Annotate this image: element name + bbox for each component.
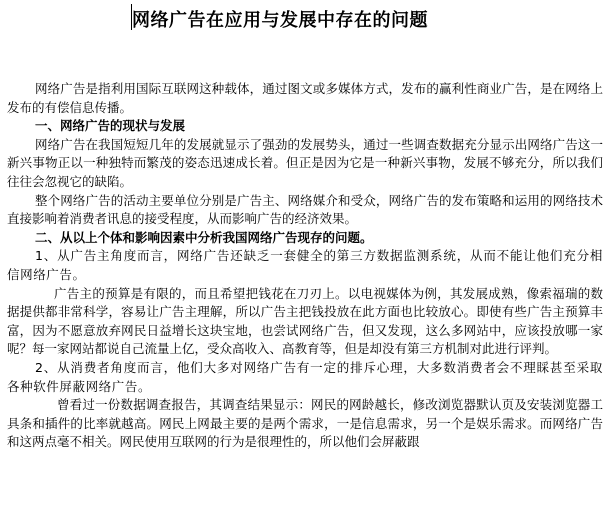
section-heading-status: 一、网络广告的现状与发展	[35, 118, 186, 134]
paragraph-survey-report: 曾看过一份数据调查报告，其调查结果显示：网民的网龄越长，修改浏览器默认页及安装浏览器工具条和插件的比率就越高。网民上网最主要的是两个需求，一是信息需求，另一个是娱乐需求。而网络广告和这两点毫不相关。网民使用互联网的行为是很理性的，所以他们会屏蔽跟	[7, 397, 603, 450]
section-heading-problems: 二、从以上个体和影响因素中分析我国网络广告现存的问题。	[35, 229, 373, 245]
paragraph-advertiser-budget: 广告主的预算是有限的，而且希望把钱花在刀刃上。以电视媒体为例，其发展成熟，像索福瑞的数据提供都非常科学，容易让广告主理解，所以广告主把钱投放在此方面也比较放心。即使有些广告主预算丰富，因为不愿意放弃网民日益增长这块宝地，也尝试网络广告，但又发现，这么多网站中，应该投放哪一家呢？每一家网站都说自己流量上亿，受众高收入、高教育等，但是却没有第三方机制对此进行评判。	[7, 285, 603, 357]
paragraph-definition: 网络广告是指利用国际互联网这种载体，通过图文或多媒体方式，发布的赢利性商业广告，是在网络上发布的有偿信息传播。	[7, 81, 603, 115]
paragraph-development: 网络广告在我国短短几年的发展就显示了强劲的发展势头，通过一些调查数据充分显示出网络广告这一新兴事物正以一种独特而繁茂的姿态迅速成长着。但正是因为它是一种新兴事物，发展不够充分，所以我们往往会忽视它的缺陷。	[7, 136, 603, 189]
paragraph-advertiser-view: 1、从广告主角度而言，网络广告还缺乏一套健全的第三方数据监测系统，从而不能让他们充分相信网络广告。	[7, 248, 603, 282]
document-title: 网络广告在应用与发展中存在的问题	[132, 10, 428, 31]
document-body	[7, 80, 603, 452]
paragraph-participants: 整个网络广告的活动主要单位分别是广告主、网络媒介和受众，网络广告的发布策略和运用的网络技术直接影响着消费者讯息的接受程度，从而影响广告的经济效果。	[7, 192, 603, 227]
paragraph-consumer-view: 2、从消费者角度而言，他们大多对网络广告有一定的排斥心理，大多数消费者会不理睬甚至采取各种软件屏蔽网络广告。	[7, 359, 603, 394]
